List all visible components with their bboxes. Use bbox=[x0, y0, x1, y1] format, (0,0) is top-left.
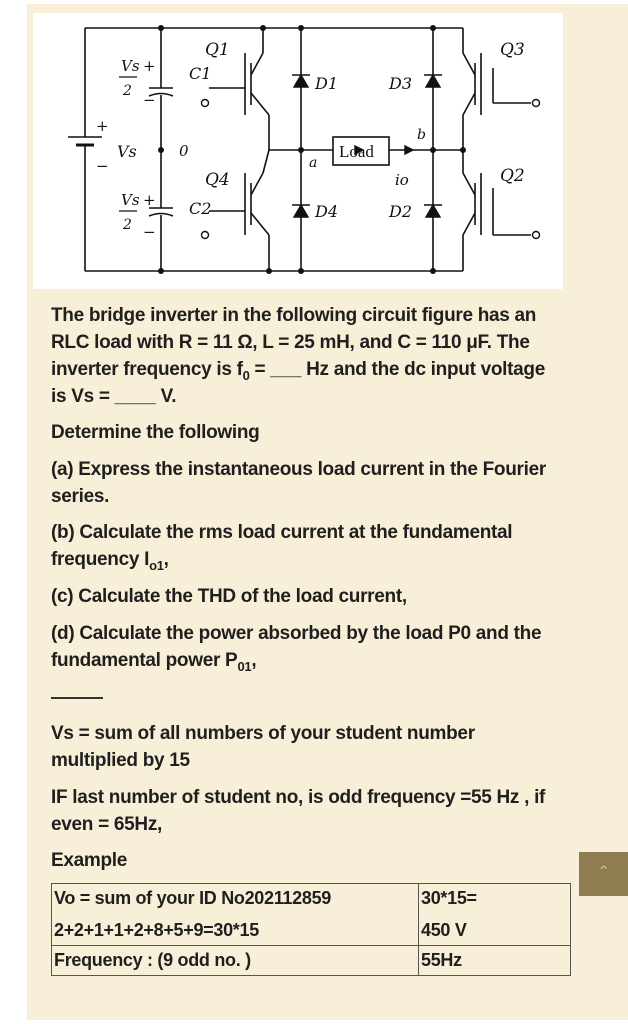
table-row bbox=[52, 946, 571, 976]
q3-label: Q3 bbox=[500, 40, 525, 60]
intro-line-4: is Vs = ____ V. bbox=[51, 386, 177, 407]
vs-half-top-num: Vs bbox=[121, 57, 140, 75]
q1-label: Q1 bbox=[205, 40, 230, 60]
d3-label: D3 bbox=[389, 74, 413, 93]
zero-label: 0 bbox=[179, 142, 189, 160]
intro-line-1: The bridge inverter in the following circuit figure has an bbox=[51, 305, 537, 326]
example-label: Example bbox=[51, 850, 128, 871]
battery-minus: − bbox=[96, 157, 109, 175]
table-cell: 55Hz bbox=[419, 946, 571, 976]
q4-label: Q4 bbox=[205, 170, 230, 190]
vs-instruction: Vs = sum of all numbers of your student number multiplied by 15 bbox=[51, 723, 475, 771]
part-c: (c) Calculate the THD of the load current, bbox=[51, 586, 407, 607]
minus-bottom: − bbox=[143, 223, 156, 241]
intro-line-3: inverter frequency is $f_0$ = ___ Hz and the dc input voltage bbox=[51, 359, 546, 383]
scroll-to-top-button[interactable] bbox=[579, 852, 628, 896]
inverter-circuit-diagram bbox=[33, 13, 563, 289]
node-b-label: b bbox=[417, 127, 426, 143]
determine-heading: Determine the following bbox=[51, 422, 260, 443]
intro-line-2: RLC load with R = 11 Ω, L = 25 mH, and C = 110 μF. The bbox=[51, 332, 530, 353]
d4-label: D4 bbox=[315, 202, 339, 221]
c2-label: C2 bbox=[189, 199, 212, 218]
table-cell: 30*15= 450 V bbox=[419, 884, 571, 946]
example-table bbox=[51, 883, 571, 976]
node-a-label: a bbox=[309, 155, 318, 171]
part-a: (a) Express the instantaneous load current in the Fourier series. bbox=[51, 459, 546, 507]
minus-top: − bbox=[143, 91, 156, 109]
plus-bottom: + bbox=[143, 191, 156, 209]
table-cell: Frequency : (9 odd no. ) bbox=[52, 946, 419, 976]
plus-top: + bbox=[143, 57, 156, 75]
d2-label: D2 bbox=[389, 202, 413, 221]
frequency-instruction: IF last number of student no, is odd frequency =55 Hz , if even = 65Hz, bbox=[51, 787, 546, 835]
part-d: (d) Calculate the power absorbed by the load P0 and the fundamental power $P_{01}$, bbox=[51, 623, 542, 674]
io-label: io bbox=[395, 171, 409, 189]
vs-half-bottom-den: 2 bbox=[123, 217, 132, 233]
separator-line bbox=[51, 697, 103, 699]
part-b: (b) Calculate the rms load current at the fundamental frequency $I_{o1}$, bbox=[51, 522, 513, 573]
vs-half-bottom-num: Vs bbox=[121, 191, 140, 209]
battery-plus: + bbox=[96, 117, 109, 135]
chevron-up-icon: ⌃ bbox=[597, 864, 611, 881]
load-label: Load bbox=[339, 142, 374, 161]
question-intro bbox=[51, 302, 571, 410]
q2-label: Q2 bbox=[500, 166, 525, 186]
vs-half-top-den: 2 bbox=[123, 83, 132, 99]
vs-label: Vs bbox=[117, 142, 137, 161]
d1-label: D1 bbox=[315, 74, 339, 93]
table-cell: Vo = sum of your ID No202112859 2+2+1+1+2+8+5+9=30*15 bbox=[52, 884, 419, 946]
c1-label: C1 bbox=[189, 64, 212, 83]
table-row bbox=[52, 884, 571, 946]
